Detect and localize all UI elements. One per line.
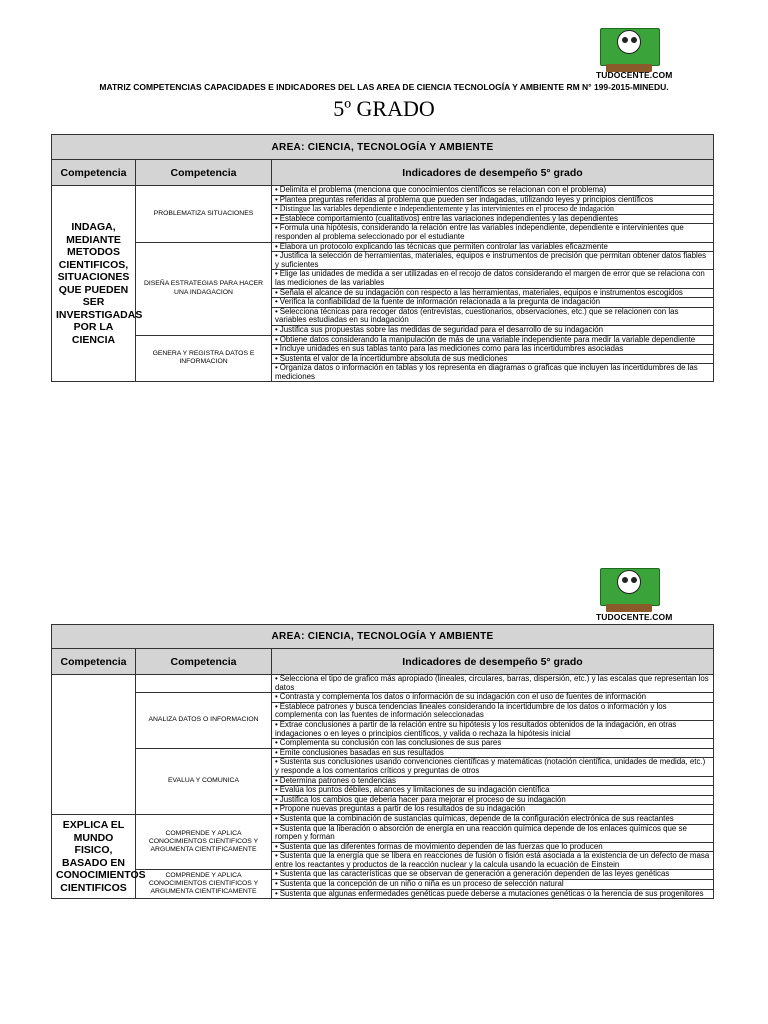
indicator-cell: • Obtiene datos considerando la manipulación de más de una variable independiente para medir la variable dependiente bbox=[272, 335, 714, 345]
capacity-cell: DISEÑA ESTRATEGIAS PARA HACER UNA INDAGACION bbox=[136, 242, 272, 335]
capacity-cell bbox=[136, 675, 272, 693]
indicator-cell: • Elige las unidades de medida a ser utilizadas en el recojo de datos considerando el margen de error que se relaciona con las mediciones de las variables bbox=[272, 270, 714, 288]
indicator-cell: • Selecciona técnicas para recoger datos (entrevistas, cuestionarios, observaciones, etc.) que se relacionen con las variables estudiadas en su indagación bbox=[272, 307, 714, 325]
indicator-cell: • Sustenta que algunas enfermedades genéticas puede deberse a mutaciones genéticas o la herencia de sus progenitores bbox=[272, 889, 714, 899]
header-competencia: Competencia bbox=[52, 160, 136, 186]
capacity-cell: PROBLEMATIZA SITUACIONES bbox=[136, 186, 272, 243]
indicator-cell: • Sustenta que la liberación o absorción de energía en una reacción química depende de los enlaces químicos que se rompen y forman bbox=[272, 824, 714, 842]
document-title: MATRIZ COMPETENCIAS CAPACIDADES E INDICADORES DEL LAS AREA DE CIENCIA TECNOLOGÍA Y AMBIENTE RM N° 199-2015-MINEDU. bbox=[99, 82, 669, 92]
competence-cell: EXPLICA EL MUNDO FISICO, BASADO EN CONOCIMIENTOS CIENTIFICOS bbox=[52, 814, 136, 898]
indicator-cell: • Establece comportamiento (cualitativos) entre las variaciones independientes y las dependientes bbox=[272, 214, 714, 224]
capacity-cell: GENERA Y REGISTRA DATOS E INFORMACION bbox=[136, 335, 272, 382]
indicator-cell: • Justifica los cambios que debería hacer para mejorar el proceso de su indagación bbox=[272, 795, 714, 805]
indicator-cell: • Contrasta y complementa los datos o información de su indagación con el uso de fuentes de información bbox=[272, 693, 714, 703]
capacity-cell: COMPRENDE Y APLICA CONOCIMIENTOS CIENTIFICOS Y ARGUMENTA CIENTIFICAMENTE bbox=[136, 870, 272, 899]
indicator-cell: • Formula una hipótesis, considerando la relación entre las variables independiente, dependiente e intervinientes que responden al problema seleccionado por el estudiante bbox=[272, 224, 714, 242]
indicator-cell: • Sustenta sus conclusiones usando convenciones científicas y matemáticas (notación científica, unidades de medida, etc.) y responde a los comentarios críticos y preguntas de otros bbox=[272, 758, 714, 776]
indicator-cell: • Justifica sus propuestas sobre las medidas de seguridad para el desarrollo de su indagación bbox=[272, 325, 714, 335]
indicator-cell: • Determina patrones o tendencias bbox=[272, 776, 714, 786]
logo-brand-text: TUDOCENTE.COM bbox=[596, 612, 673, 622]
header-indicadores: Indicadores de desempeño 5° grado bbox=[272, 649, 714, 675]
header-indicadores: Indicadores de desempeño 5° grado bbox=[272, 160, 714, 186]
logo-brand-text: TUDOCENTE.COM bbox=[596, 70, 673, 80]
tudocente-logo bbox=[600, 26, 660, 74]
area-header: AREA: CIENCIA, TECNOLOGÍA Y AMBIENTE bbox=[52, 135, 714, 160]
indicator-cell: • Elabora un protocolo explicando las técnicas que permiten controlar las variables eficazmente bbox=[272, 242, 714, 252]
competence-cell: INDAGA, MEDIANTE METODOS CIENTIFICOS, SITUACIONES QUE PUEDEN SER INVERSTIGADAS POR LA CIENCIA bbox=[52, 186, 136, 382]
indicators-table-2 bbox=[51, 624, 714, 899]
indicators-table-1 bbox=[51, 134, 714, 382]
indicator-cell: • Sustenta que las características que se observan de generación a generación dependen de las leyes genéticas bbox=[272, 870, 714, 880]
indicator-cell: • Propone nuevas preguntas a partir de los resultados de su indagación bbox=[272, 805, 714, 815]
indicator-cell: • Organiza datos o información en tablas y los representa en diagramas o graficas que incluyen las incertidumbres de las mediciones bbox=[272, 364, 714, 382]
header-capacidad: Competencia bbox=[136, 649, 272, 675]
header-competencia: Competencia bbox=[52, 649, 136, 675]
indicator-cell: • Complementa su conclusión con las conclusiones de sus pares bbox=[272, 739, 714, 749]
indicator-cell: • Establece patrones y busca tendencias lineales considerando la incertidumbre de los datos o información y los complementa con las fuentes de información seleccionadas bbox=[272, 702, 714, 720]
capacity-cell: EVALUA Y COMUNICA bbox=[136, 748, 272, 814]
indicator-cell: • Evalúa los puntos débiles, alcances y limitaciones de su indagación científica bbox=[272, 786, 714, 796]
area-header: AREA: CIENCIA, TECNOLOGÍA Y AMBIENTE bbox=[52, 625, 714, 649]
indicator-cell: • Señala el alcance de su indagación con respecto a las herramientas, materiales, equipos e instrumentos escogidos bbox=[272, 288, 714, 298]
indicator-cell: • Delimita el problema (menciona que conocimientos científicos se relacionan con el problema) bbox=[272, 186, 714, 196]
grade-title: 5º GRADO bbox=[333, 96, 435, 121]
indicator-cell: • Justifica la selección de herramientas, materiales, equipos e instrumentos de precisión que permitan obtener datos fiables y suficientes bbox=[272, 252, 714, 270]
capacity-cell: ANALIZA DATOS O INFORMACION bbox=[136, 693, 272, 749]
indicator-cell: • Incluye unidades en sus tablas tanto para las mediciones como para las incertidumbres asociadas bbox=[272, 345, 714, 355]
indicator-cell: • Extrae conclusiones a partir de la relación entre su hipótesis y los resultados obtenidos de la indagación, en otras indagaciones o en leyes o principios científicos, y valida o rechaza la hipótesis inicial bbox=[272, 720, 714, 738]
indicator-cell: • Sustenta que la energía que se libera en reacciones de fusión o fisión está asociada a la existencia de un defecto de masa entre los reactantes y productos de la reacción nuclear y la calcula usando la ecuación de Einstein bbox=[272, 852, 714, 870]
indicator-cell: • Selecciona el tipo de grafico más apropiado (lineales, circulares, barras, dispersión, etc.) y las escalas que representan los datos bbox=[272, 675, 714, 693]
indicator-cell: • Sustenta que la concepción de un niño o niña es un proceso de selección natural bbox=[272, 880, 714, 890]
indicator-cell: • Distingue las variables dependiente e independientemente y las intervinientes en el proceso de indagación bbox=[272, 205, 714, 215]
indicator-cell: • Emite conclusiones basadas en sus resultados bbox=[272, 748, 714, 758]
indicator-cell: • Sustenta que las diferentes formas de movimiento dependen de las fuerzas que lo producen bbox=[272, 842, 714, 852]
header-capacidad: Competencia bbox=[136, 160, 272, 186]
tudocente-logo bbox=[600, 566, 660, 614]
competence-cell-empty bbox=[52, 675, 136, 815]
indicator-cell: • Sustenta el valor de la incertidumbre absoluta de sus mediciones bbox=[272, 354, 714, 364]
indicator-cell: • Verifica la confiabilidad de la fuente de información relacionada a la pregunta de indagación bbox=[272, 298, 714, 308]
indicator-cell: • Sustenta que la combinación de sustancias químicas, depende de la configuración electrónica de sus reactantes bbox=[272, 814, 714, 824]
indicator-cell: • Plantea preguntas referidas al problema que pueden ser indagadas, utilizando leyes y principios científicos bbox=[272, 195, 714, 205]
capacity-cell: COMPRENDE Y APLICA CONOCIMIENTOS CIENTIFICOS Y ARGUMENTA CIENTIFICAMENTE bbox=[136, 814, 272, 870]
